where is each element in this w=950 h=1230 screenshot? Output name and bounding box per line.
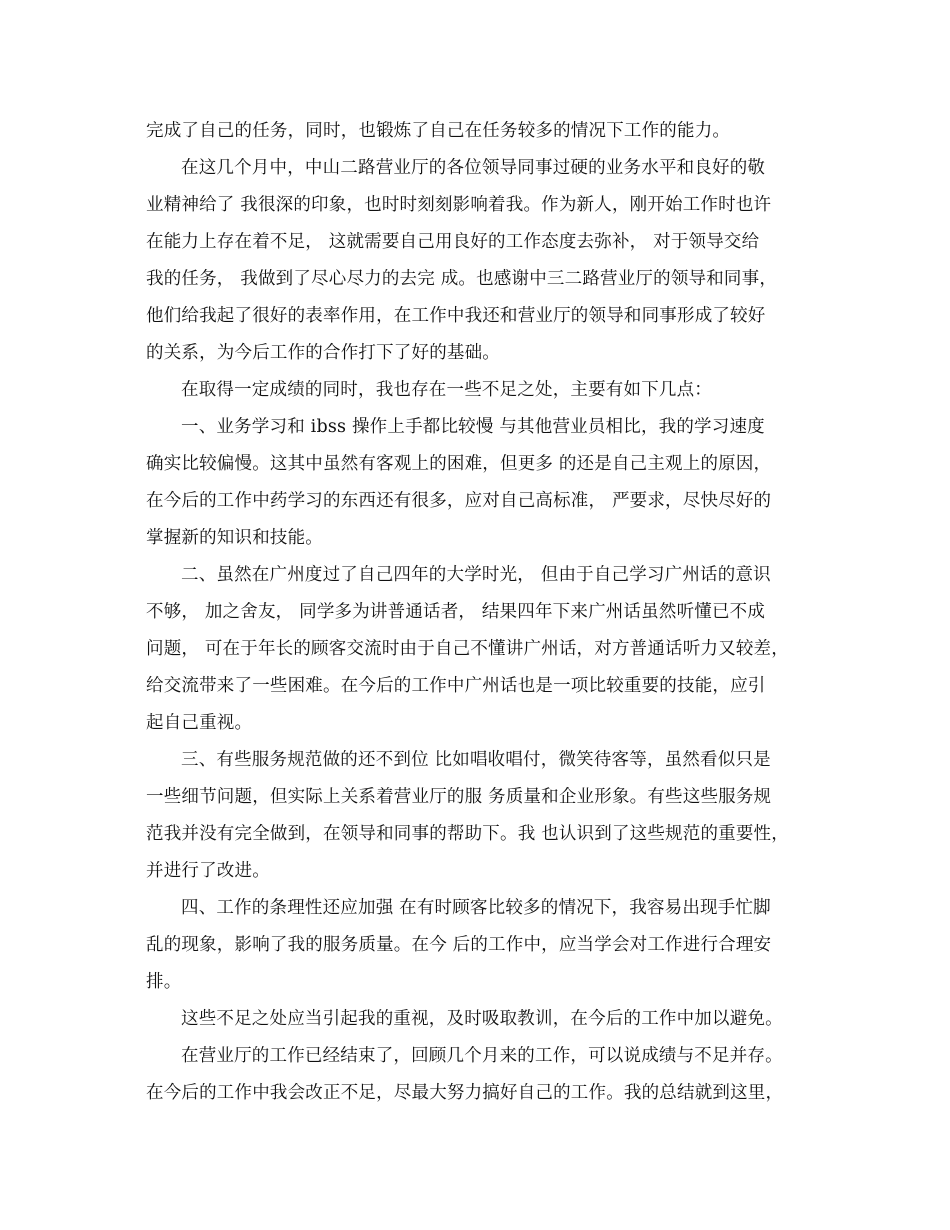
text-line: 在营业厅的工作已经结束了，回顾几个月来的工作，可以说成绩与不足并存。 (181, 1046, 783, 1066)
text-line: 起自己重视。 (146, 713, 253, 733)
text-line: 在能力上存在着不足， 这就需要自己用良好的工作态度去弥补， 对于领导交给 (146, 232, 760, 252)
text-line: 在今后的工作中药学习的东西还有很多，应对自己高标准， 严要求，尽快尽好的 (146, 491, 772, 511)
text-line: 掌握新的知识和技能。 (146, 528, 323, 548)
text-line: 排。 (146, 972, 182, 992)
text-line: 问题， 可在于年长的顾客交流时由于自己不懂讲广州话，对方普通话听力又较差， (146, 639, 789, 659)
text-line: 二、虽然在广州度过了自己四年的大学时光， 但由于自己学习广州话的意识 (181, 565, 771, 585)
text-line: 一、业务学习和 ibss 操作上手都比较慢 与其他营业员相比，我的学习速度 (181, 417, 765, 437)
text-line: 我的任务， 我做到了尽心尽力的去完 成。也感谢中三二路营业厅的领导和同事， (146, 269, 778, 289)
text-line: 在今后的工作中我会改正不足，尽最大努力搞好自己的工作。我的总结就到这里， (146, 1083, 784, 1103)
text-line: 并进行了改进。 (146, 861, 270, 881)
text-line: 的关系，为今后工作的合作打下了好的基础。 (146, 343, 500, 363)
text-line: 一些细节问题，但实际上关系着营业厅的服 务质量和企业形象。有些这些服务规 (146, 787, 772, 807)
text-line: 完成了自己的任务，同时，也锻炼了自己在任务较多的情况下工作的能力。 (146, 121, 731, 141)
text-line: 业精神给了 我很深的印象，也时时刻刻影响着我。作为新人，刚开始工作时也许 (146, 195, 772, 215)
text-line: 不够， 加之舍友， 同学多为讲普通话者， 结果四年下来广州话虽然听懂已不成 (146, 602, 766, 622)
text-line: 这些不足之处应当引起我的重视，及时吸取教训，在今后的工作中加以避免。 (181, 1009, 783, 1029)
text-line: 范我并没有完全做到，在领导和同事的帮助下。我 也认识到了这些规范的重要性， (146, 824, 789, 844)
text-line: 三、有些服务规范做的还不到位 比如唱收唱付，微笑待客等，虽然看似只是 (181, 750, 771, 770)
text-line: 在取得一定成绩的同时，我也存在一些不足之处，主要有如下几点： (181, 380, 712, 400)
text-line: 在这几个月中，中山二路营业厅的各位领导同事过硬的业务水平和良好的敬 (181, 158, 766, 178)
text-line: 四、工作的条理性还应加强 在有时顾客比较多的情况下，我容易出现手忙脚 (181, 898, 771, 918)
text-line: 确实比较偏慢。这其中虽然有客观上的困难，但更多 的还是自己主观上的原因， (146, 454, 772, 474)
text-line: 他们给我起了很好的表率作用，在工作中我还和营业厅的领导和同事形成了较好 (146, 306, 766, 326)
text-line: 给交流带来了一些困难。在今后的工作中广州话也是一项比较重要的技能，应引 (146, 676, 766, 696)
text-line: 乱的现象，影响了我的服务质量。在今 后的工作中，应当学会对工作进行合理安 (146, 935, 772, 955)
